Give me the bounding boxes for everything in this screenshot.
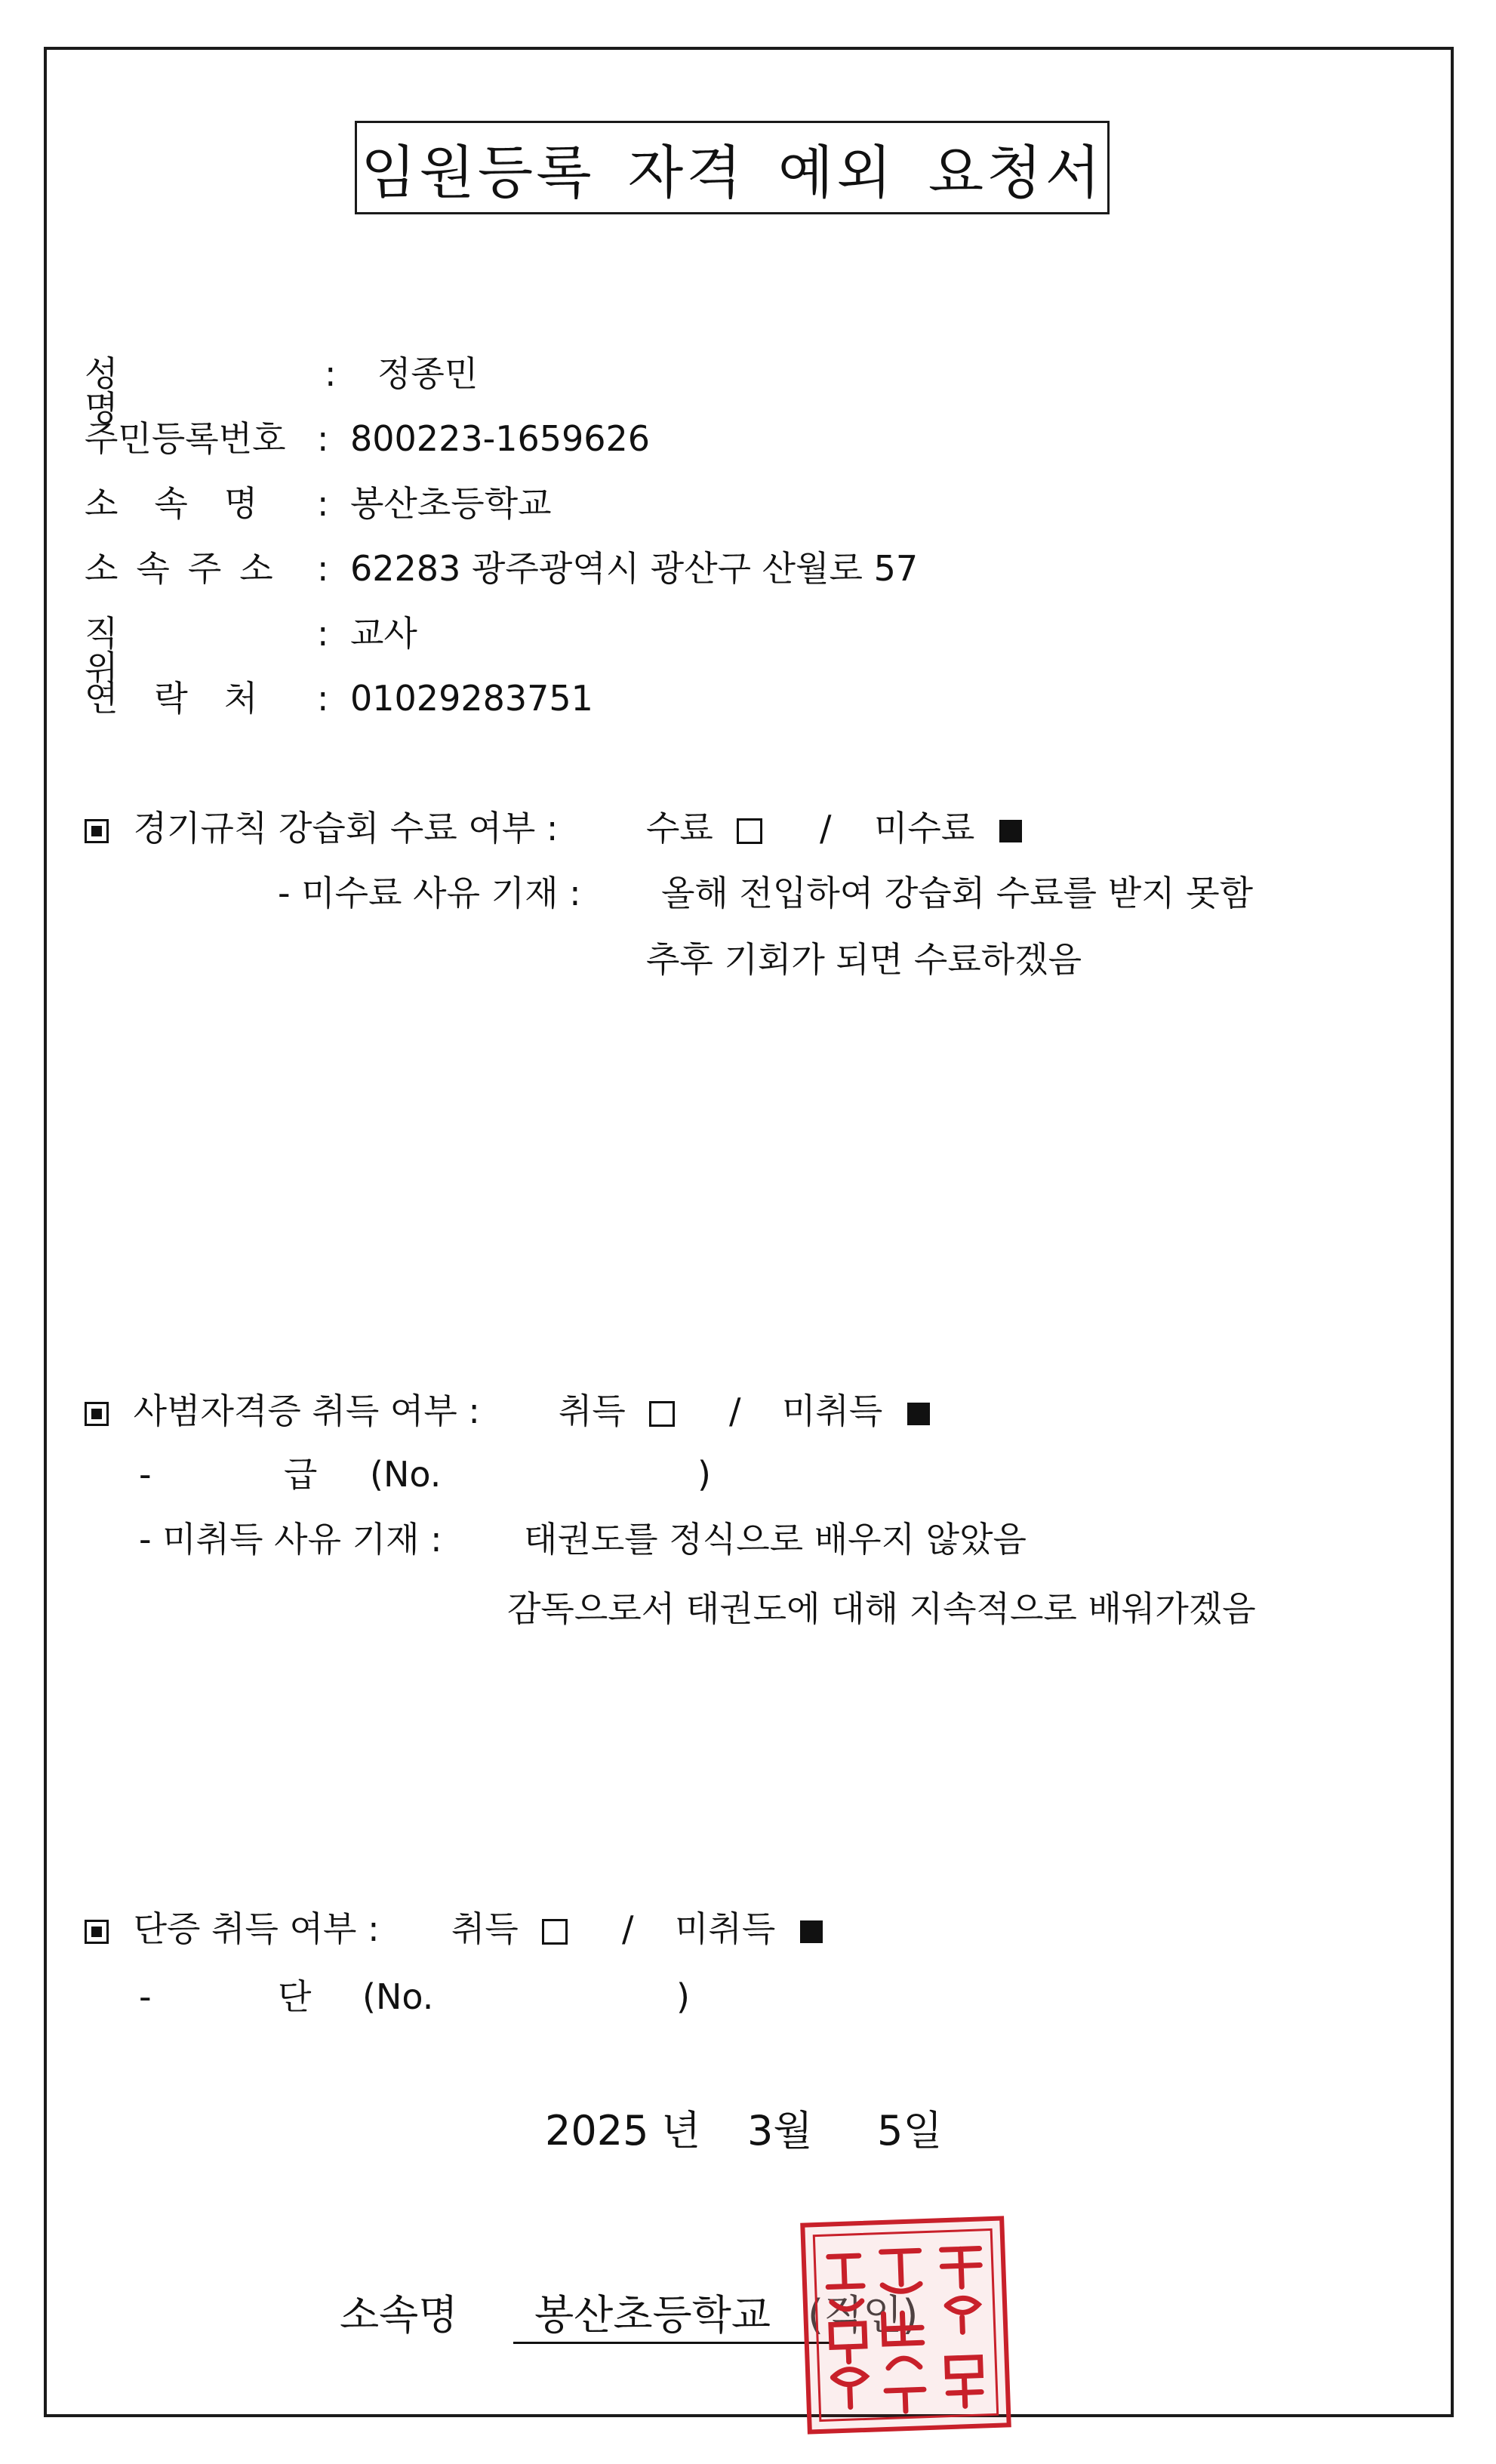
- grade-number-close: ): [697, 1454, 711, 1495]
- section-cert-heading-row: [85, 1391, 480, 1431]
- info-label-address: [85, 548, 341, 589]
- option-not-completed-label: 미수료: [874, 808, 975, 849]
- info-value-contact: 01029283751: [350, 678, 593, 719]
- date-year-unit: 년: [661, 2107, 701, 2154]
- option-acquired-label: 취득: [559, 1391, 626, 1431]
- date-day: 5일: [877, 2107, 943, 2154]
- option-not-acquired-row: [675, 1908, 823, 1949]
- date-month: 3월: [747, 2107, 813, 2154]
- info-colon: :: [317, 548, 329, 589]
- option-separator: /: [622, 1908, 634, 1949]
- info-colon: :: [317, 483, 329, 524]
- grade-number-open: (No.: [370, 1454, 442, 1495]
- section-cert-heading: 사범자격증 취득 여부 :: [133, 1391, 480, 1431]
- info-value-address: 62283 광주광역시 광산구 산월로 57: [350, 548, 919, 589]
- signature-seal-hint: (직인): [808, 2291, 919, 2339]
- signature-label: 소속명: [340, 2291, 458, 2339]
- option-acquired-label: 취득: [451, 1908, 519, 1949]
- info-label-resident-number: [85, 418, 341, 459]
- section-bullet-icon: [85, 1402, 109, 1426]
- seal-glyphs-icon: [805, 2221, 1006, 2430]
- info-colon: :: [317, 678, 329, 719]
- info-label-name: [85, 353, 341, 429]
- info-value-position: 교사: [350, 613, 417, 654]
- grade-label: 급: [284, 1454, 318, 1495]
- option-acquired-row: [559, 1391, 675, 1431]
- section-bullet-icon: [85, 1920, 109, 1944]
- option-separator: /: [820, 808, 832, 849]
- info-colon: :: [317, 613, 329, 654]
- option-not-acquired-checkbox[interactable]: [907, 1403, 930, 1425]
- option-completed-label: 수료: [646, 808, 713, 849]
- option-acquired-row: [451, 1908, 568, 1949]
- option-not-acquired-label: 미취득: [782, 1391, 883, 1431]
- reason-line-1: 올해 전입하여 강습회 수료를 받지 못함: [661, 873, 1254, 913]
- info-label-text: 주민등록번호: [85, 418, 286, 459]
- dan-dash: -: [139, 1976, 152, 2017]
- section-dan-heading-row: [85, 1908, 380, 1949]
- info-label-text: 소속주소: [85, 548, 291, 589]
- dan-number-open: (No.: [362, 1976, 434, 2017]
- info-label-text: 소속명: [85, 483, 294, 524]
- reason-label: - 미수료 사유 기재 :: [278, 873, 581, 913]
- info-label-position: [85, 613, 341, 688]
- reason-line-2: 감독으로서 태권도에 대해 지속적으로 배워가겠음: [507, 1588, 1256, 1629]
- option-not-acquired-row: [782, 1391, 930, 1431]
- official-seal-stamp: [800, 2216, 1011, 2434]
- reason-line-2: 추후 기회가 되면 수료하겠음: [646, 939, 1082, 980]
- section-dan-heading: 단증 취득 여부 :: [133, 1908, 380, 1949]
- dan-number-close: ): [676, 1976, 690, 2017]
- info-colon: :: [317, 418, 329, 459]
- info-label-text: 성명: [85, 353, 232, 429]
- option-completed-row: [646, 808, 762, 849]
- option-acquired-checkbox[interactable]: [542, 1919, 568, 1945]
- info-label-text: 직위: [85, 613, 269, 688]
- info-label-org: [85, 483, 341, 524]
- option-not-acquired-label: 미취득: [675, 1908, 776, 1949]
- grade-dash: -: [139, 1454, 152, 1495]
- reason-line-1: 태권도를 정식으로 배우지 않았음: [524, 1519, 1027, 1560]
- section-rules-heading-row: [85, 808, 559, 849]
- dan-label: 단: [278, 1976, 312, 2017]
- section-bullet-icon: [85, 819, 109, 843]
- document-title: 임원등록 자격 예외 요청서: [360, 138, 1104, 206]
- info-value-resident-number: 800223-1659626: [350, 418, 651, 459]
- reason-label: - 미취득 사유 기재 :: [139, 1519, 442, 1560]
- option-separator: /: [729, 1391, 741, 1431]
- option-not-acquired-checkbox[interactable]: [800, 1920, 823, 1943]
- option-completed-checkbox[interactable]: [737, 818, 762, 844]
- signature-org: 봉산초등학교: [534, 2291, 771, 2339]
- section-rules-heading: 경기규칙 강습회 수료 여부 :: [133, 808, 559, 849]
- signature-underline: [513, 2342, 830, 2344]
- document-title-box: [355, 121, 1110, 214]
- info-colon: :: [325, 353, 337, 394]
- option-acquired-checkbox[interactable]: [649, 1401, 675, 1427]
- info-value-org: 봉산초등학교: [350, 483, 552, 524]
- option-not-completed-checkbox[interactable]: [999, 820, 1022, 842]
- info-label-contact: [85, 678, 341, 719]
- date-year: 2025: [545, 2107, 649, 2154]
- info-value-name: 정종민: [377, 353, 479, 394]
- option-not-completed-row: [874, 808, 1022, 849]
- info-label-text: 연락처: [85, 678, 294, 719]
